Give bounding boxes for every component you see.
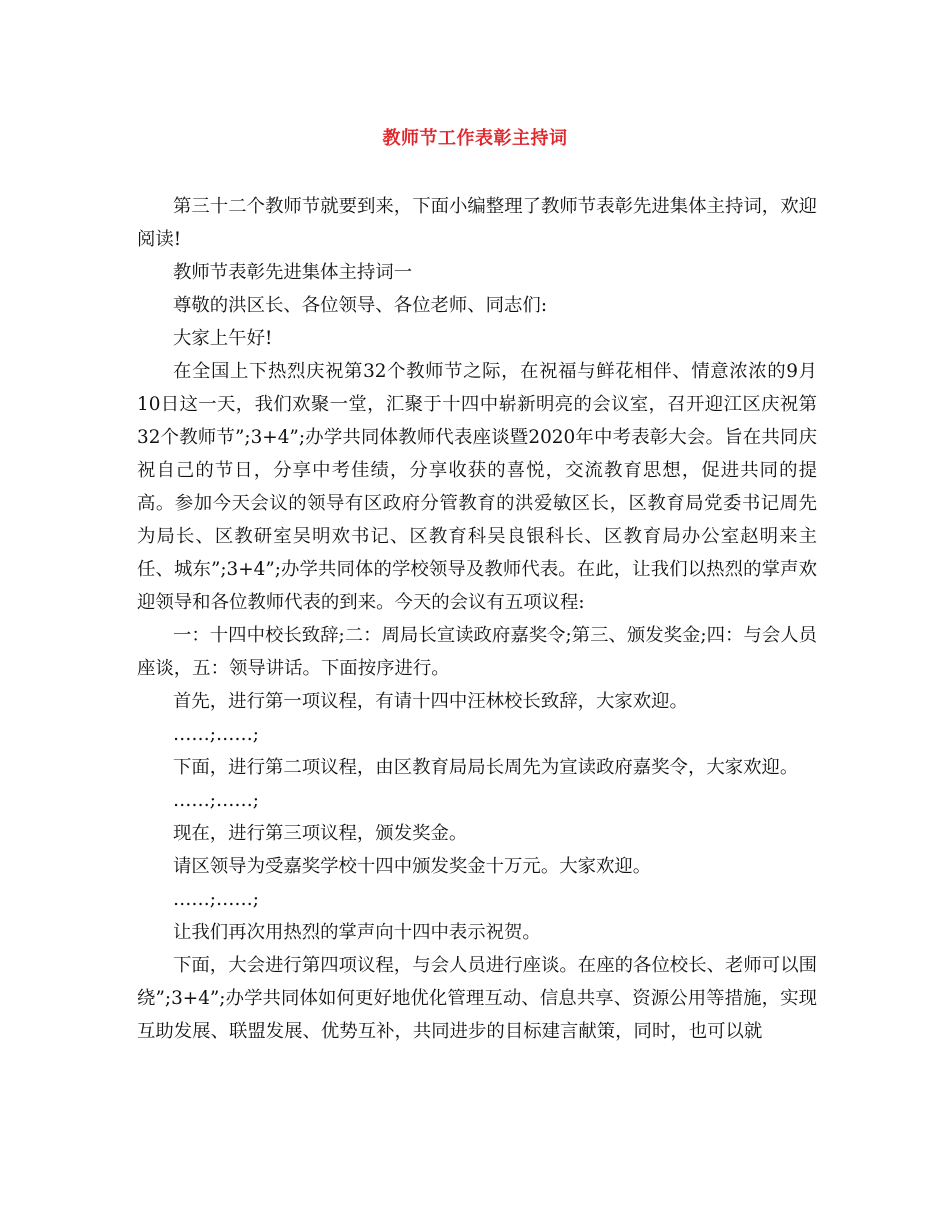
paragraph-ellipsis: ……;……; [173, 724, 259, 745]
paragraph-item-3: 现在，进行第三项议程，颁发奖金。 [173, 823, 468, 844]
paragraph-item-2: 下面，进行第二项议程，由区教育局局长周先为宣读政府嘉奖令，大家欢迎。 [173, 757, 799, 778]
paragraph-salutation: 尊敬的洪区长、各位领导、各位老师、同志们: [173, 295, 548, 316]
document-body [137, 190, 817, 1048]
paragraph-greeting: 大家上午好! [173, 328, 273, 349]
paragraph-ellipsis: ……;……; [173, 889, 259, 910]
paragraph-opening: 在全国上下热烈庆祝第32个教师节之际，在祝福与鲜花相伴、情意浓浓的9月10日这一天，我们欢聚一堂，汇聚于十四中崭新明亮的会议室，召开迎江区庆祝第32个教师节”;3+4”;办学共同体教师代表座谈暨2020年中考表彰大会。旨在共同庆祝自己的节日，分享中考佳绩，分享收获的喜悦，交流教育思想，促进共同的提高。参加今天会议的领导有区政府分管教育的洪爱敏区长，区教育局党委书记周先为局长、区教研室吴明欢书记、区教育科吴良银科长、区教育局办公室赵明来主任、城东”;3+4”;办学共同体的学校领导及教师代表。在此，让我们以热烈的掌声欢迎领导和各位教师代表的到来。今天的会议有五项议程: [137, 361, 817, 613]
paragraph-congrats: 让我们再次用热烈的掌声向十四中表示祝贺。 [173, 922, 541, 943]
paragraph-intro: 第三十二个教师节就要到来，下面小编整理了教师节表彰先进集体主持词，欢迎阅读! [137, 196, 817, 250]
paragraph-award: 请区领导为受嘉奖学校十四中颁发奖金十万元。大家欢迎。 [173, 856, 652, 877]
paragraph-item-1: 首先，进行第一项议程，有请十四中汪林校长致辞，大家欢迎。 [173, 691, 688, 712]
paragraph-item-4: 下面，大会进行第四项议程，与会人员进行座谈。在座的各位校长、老师可以围绕”;3+4”;办学共同体如何更好地优化管理互动、信息共享、资源公用等措施，实现互助发展、联盟发展、优势互补，共同进步的目标建言献策，同时，也可以就 [137, 955, 817, 1042]
paragraph-subtitle: 教师节表彰先进集体主持词一 [173, 262, 413, 283]
paragraph-agenda: 一：十四中校长致辞;二：周局长宣读政府嘉奖令;第三、颁发奖金;四：与会人员座谈，五：领导讲话。下面按序进行。 [137, 625, 817, 679]
document-title: 教师节工作表彰主持词 [382, 128, 568, 149]
paragraph-ellipsis: ……;……; [173, 790, 259, 811]
